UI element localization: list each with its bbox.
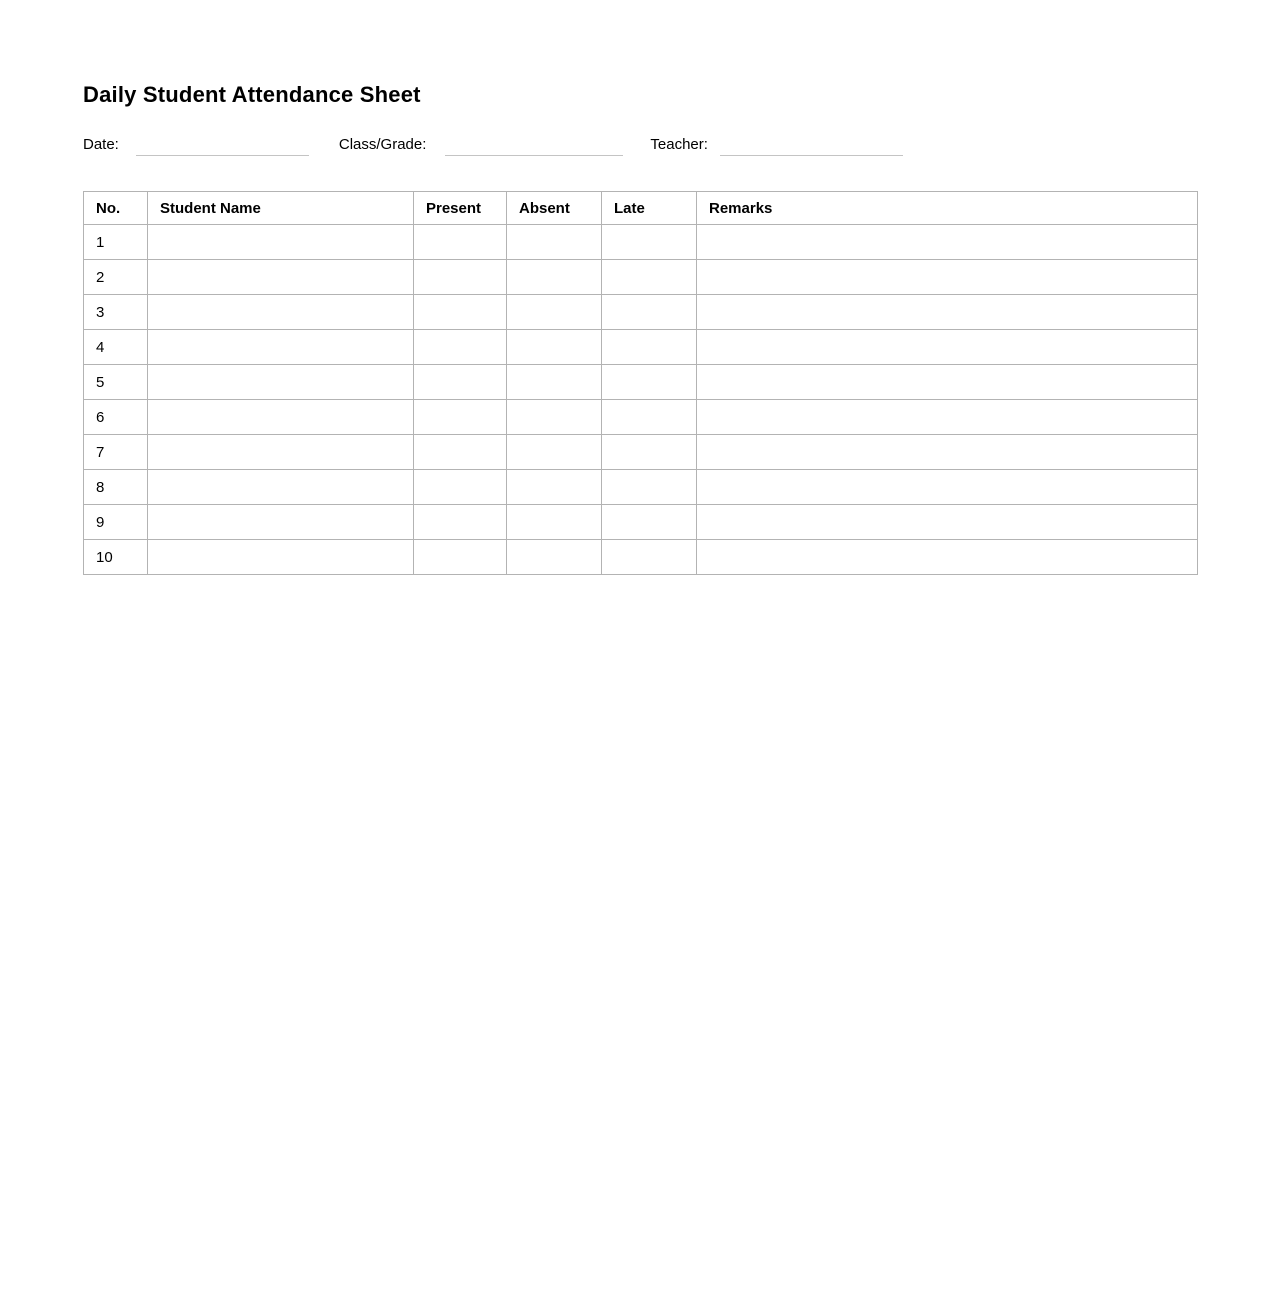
date-field bbox=[83, 135, 309, 156]
late-cell bbox=[602, 400, 697, 435]
absent-cell bbox=[507, 295, 602, 330]
row-number-cell: 9 bbox=[84, 505, 148, 540]
student-name-cell bbox=[148, 540, 414, 575]
teacher-input-line bbox=[720, 135, 903, 156]
attendance-sheet-page bbox=[0, 0, 1278, 575]
table-row bbox=[84, 540, 1198, 575]
present-cell bbox=[414, 295, 507, 330]
class-grade-label: Class/Grade: bbox=[338, 136, 427, 153]
student-name-cell bbox=[148, 470, 414, 505]
absent-cell bbox=[507, 260, 602, 295]
late-cell bbox=[602, 435, 697, 470]
date-label: Date: bbox=[83, 136, 119, 153]
remarks-cell bbox=[697, 260, 1198, 295]
row-number-cell: 4 bbox=[84, 330, 148, 365]
late-cell bbox=[602, 260, 697, 295]
student-name-cell bbox=[148, 365, 414, 400]
present-cell bbox=[414, 470, 507, 505]
form-fields-row bbox=[83, 135, 1278, 156]
late-cell bbox=[602, 365, 697, 400]
present-cell bbox=[414, 435, 507, 470]
teacher-field bbox=[650, 135, 903, 156]
late-cell bbox=[602, 330, 697, 365]
table-row bbox=[84, 505, 1198, 540]
absent-cell bbox=[507, 400, 602, 435]
row-number-cell: 5 bbox=[84, 365, 148, 400]
column-header-remarks: Remarks bbox=[697, 192, 1198, 225]
absent-cell bbox=[507, 225, 602, 260]
late-cell bbox=[602, 540, 697, 575]
student-name-cell bbox=[148, 330, 414, 365]
attendance-table bbox=[83, 191, 1198, 575]
row-number-cell: 10 bbox=[84, 540, 148, 575]
remarks-cell bbox=[697, 295, 1198, 330]
remarks-cell bbox=[697, 435, 1198, 470]
table-row bbox=[84, 365, 1198, 400]
late-cell bbox=[602, 505, 697, 540]
present-cell bbox=[414, 330, 507, 365]
table-row bbox=[84, 470, 1198, 505]
remarks-cell bbox=[697, 505, 1198, 540]
absent-cell bbox=[507, 435, 602, 470]
absent-cell bbox=[507, 540, 602, 575]
row-number-cell: 2 bbox=[84, 260, 148, 295]
absent-cell bbox=[507, 505, 602, 540]
present-cell bbox=[414, 540, 507, 575]
student-name-cell bbox=[148, 260, 414, 295]
table-header-row bbox=[84, 192, 1198, 225]
late-cell bbox=[602, 295, 697, 330]
table-row bbox=[84, 435, 1198, 470]
row-number-cell: 3 bbox=[84, 295, 148, 330]
row-number-cell: 8 bbox=[84, 470, 148, 505]
remarks-cell bbox=[697, 365, 1198, 400]
present-cell bbox=[414, 400, 507, 435]
page-title: Daily Student Attendance Sheet bbox=[83, 82, 421, 107]
absent-cell bbox=[507, 330, 602, 365]
column-header-no: No. bbox=[84, 192, 148, 225]
column-header-present: Present bbox=[414, 192, 507, 225]
student-name-cell bbox=[148, 400, 414, 435]
remarks-cell bbox=[697, 540, 1198, 575]
table-row bbox=[84, 260, 1198, 295]
remarks-cell bbox=[697, 225, 1198, 260]
absent-cell bbox=[507, 365, 602, 400]
present-cell bbox=[414, 365, 507, 400]
date-input-line bbox=[136, 135, 309, 156]
remarks-cell bbox=[697, 400, 1198, 435]
table-row bbox=[84, 400, 1198, 435]
class-grade-input-line bbox=[445, 135, 623, 156]
student-name-cell bbox=[148, 225, 414, 260]
column-header-late: Late bbox=[602, 192, 697, 225]
column-header-absent: Absent bbox=[507, 192, 602, 225]
present-cell bbox=[414, 225, 507, 260]
teacher-label: Teacher: bbox=[650, 136, 708, 153]
late-cell bbox=[602, 470, 697, 505]
table-row bbox=[84, 295, 1198, 330]
row-number-cell: 6 bbox=[84, 400, 148, 435]
row-number-cell: 7 bbox=[84, 435, 148, 470]
remarks-cell bbox=[697, 470, 1198, 505]
column-header-student-name: Student Name bbox=[148, 192, 414, 225]
student-name-cell bbox=[148, 295, 414, 330]
student-name-cell bbox=[148, 435, 414, 470]
row-number-cell: 1 bbox=[84, 225, 148, 260]
class-grade-field bbox=[339, 135, 624, 156]
remarks-cell bbox=[697, 330, 1198, 365]
table-row bbox=[84, 330, 1198, 365]
absent-cell bbox=[507, 470, 602, 505]
present-cell bbox=[414, 505, 507, 540]
table-body bbox=[84, 225, 1198, 575]
student-name-cell bbox=[148, 505, 414, 540]
table-row bbox=[84, 225, 1198, 260]
present-cell bbox=[414, 260, 507, 295]
late-cell bbox=[602, 225, 697, 260]
